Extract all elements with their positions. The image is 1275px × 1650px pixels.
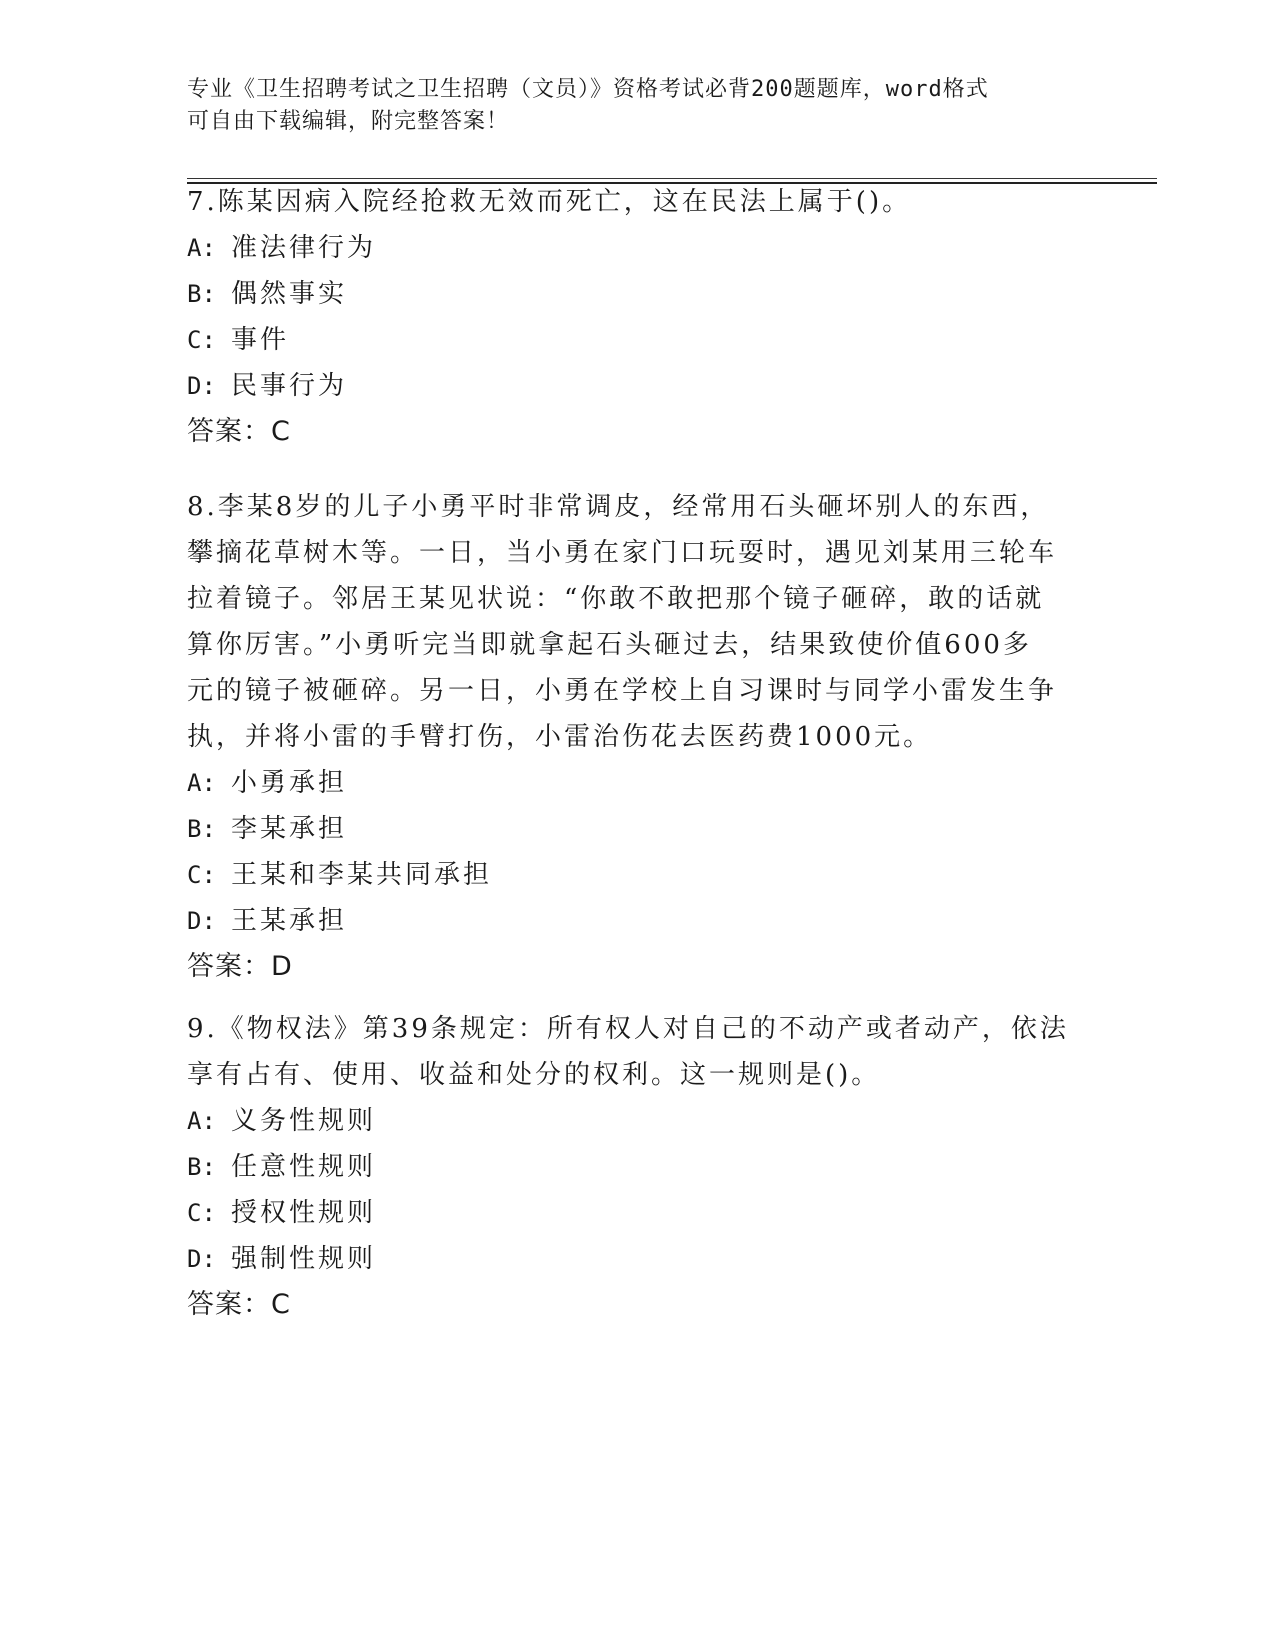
option-d — [187, 363, 1087, 409]
question-stem-line: 7.陈某因病入院经抢救无效而死亡，这在民法上属于()。 — [187, 187, 912, 217]
option-letter: D: — [187, 907, 216, 935]
answer-label: 答案：D — [187, 951, 293, 982]
option-letter: A: — [187, 234, 216, 262]
option-d — [187, 898, 1087, 944]
question-7 — [187, 179, 1087, 455]
header-line-1: 专业《卫生招聘考试之卫生招聘（文员）》资格考试必背200题题库，word格式 — [187, 77, 989, 102]
answer-label: 答案：C — [187, 416, 291, 447]
option-text: 王某和李某共同承担 — [231, 860, 493, 890]
question-stem-line: 9.《物权法》第39条规定：所有权人对自己的不动产或者动产，依法 — [187, 1014, 1069, 1044]
option-d — [187, 1236, 1087, 1282]
option-text: 李某承担 — [231, 814, 348, 844]
option-letter: C: — [187, 326, 216, 354]
question-9 — [187, 1006, 1087, 1328]
option-letter: B: — [187, 1153, 216, 1181]
question-stem-line: 8.李某8岁的儿子小勇平时非常调皮，经常用石头砸坏别人的东西， — [187, 492, 1050, 522]
option-text: 小勇承担 — [231, 768, 348, 798]
option-text: 任意性规则 — [231, 1152, 377, 1182]
option-text: 义务性规则 — [231, 1106, 377, 1136]
option-b — [187, 1144, 1087, 1190]
option-letter: D: — [187, 372, 216, 400]
option-text: 民事行为 — [231, 371, 348, 401]
header-line-2: 可自由下载编辑，附完整答案！ — [187, 109, 510, 134]
question-stem-line: 执，并将小雷的手臂打伤，小雷治伤花去医药费1000元。 — [187, 722, 933, 752]
document-header — [187, 74, 1087, 138]
option-a — [187, 760, 1087, 806]
option-text: 强制性规则 — [231, 1244, 377, 1274]
question-stem-line: 算你厉害。”小勇听完当即就拿起石头砸过去，结果致使价值600多 — [187, 630, 1032, 660]
option-letter: B: — [187, 280, 216, 308]
option-letter: A: — [187, 1107, 216, 1135]
option-c — [187, 852, 1087, 898]
question-stem-line: 攀摘花草树木等。一日，当小勇在家门口玩耍时，遇见刘某用三轮车 — [187, 538, 1058, 568]
option-a — [187, 225, 1087, 271]
option-c — [187, 1190, 1087, 1236]
option-letter: C: — [187, 861, 216, 889]
question-stem-line: 元的镜子被砸碎。另一日，小勇在学校上自习课时与同学小雷发生争 — [187, 676, 1058, 706]
option-text: 王某承担 — [231, 906, 348, 936]
question-8 — [187, 484, 1087, 990]
question-stem-line: 享有占有、使用、收益和处分的权利。这一规则是()。 — [187, 1060, 881, 1090]
option-b — [187, 271, 1087, 317]
question-stem-line: 拉着镜子。邻居王某见状说：“你敢不敢把那个镜子砸碎，敢的话就 — [187, 584, 1045, 614]
option-c — [187, 317, 1087, 363]
option-text: 偶然事实 — [231, 279, 348, 309]
answer-label: 答案：C — [187, 1289, 291, 1320]
option-text: 准法律行为 — [231, 233, 377, 263]
option-letter: A: — [187, 769, 216, 797]
option-text: 事件 — [231, 325, 290, 355]
option-letter: B: — [187, 815, 216, 843]
option-letter: C: — [187, 1199, 216, 1227]
option-a — [187, 1098, 1087, 1144]
option-text: 授权性规则 — [231, 1198, 377, 1228]
option-letter: D: — [187, 1245, 216, 1273]
option-b — [187, 806, 1087, 852]
